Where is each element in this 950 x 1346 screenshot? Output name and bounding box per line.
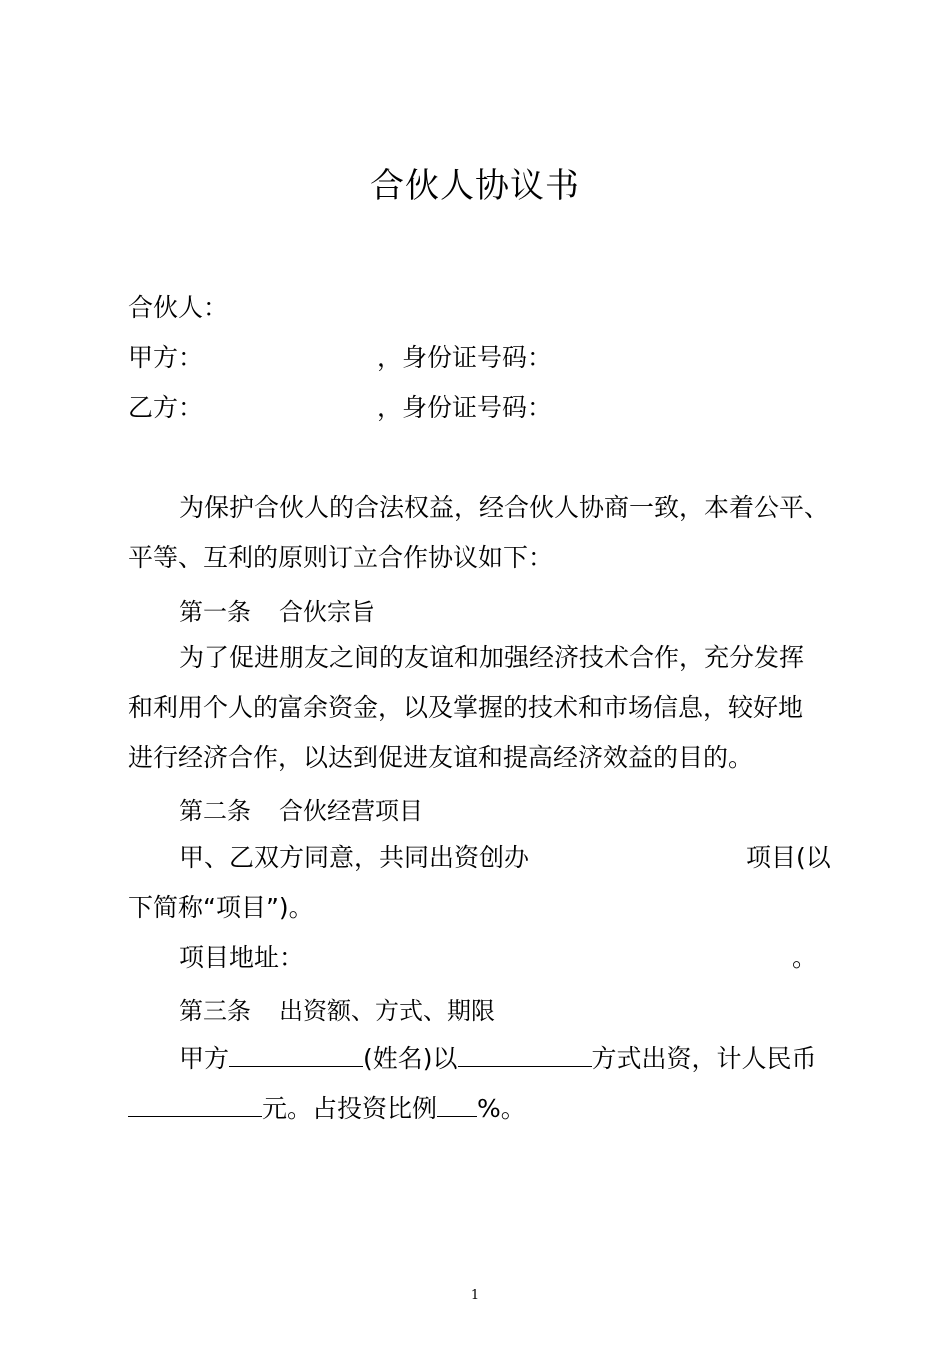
article-3-heading: [179, 996, 495, 1026]
article-title: 合伙宗旨: [279, 598, 375, 626]
article-2-line-end: 项目(以: [746, 843, 831, 872]
article-2-heading: [179, 796, 423, 826]
article-1-heading: [179, 597, 375, 627]
text-fragment: 甲方: [179, 1044, 230, 1073]
name-blank: [229, 1042, 363, 1067]
ratio-blank: [437, 1092, 477, 1117]
article-number: 第三条: [179, 997, 251, 1025]
party-a-id-label: ，身份证号码：: [377, 343, 553, 372]
page-number: 1: [470, 1288, 480, 1303]
method-blank: [458, 1042, 592, 1067]
intro-paragraph-line: 平等、互利的原则订立合作协议如下：: [128, 543, 554, 572]
amount-blank: [128, 1092, 262, 1117]
article-1-line: 进行经济合作，以达到促进友谊和提高经济效益的目的。: [128, 743, 754, 772]
article-2-line: 下简称“项目”)。: [128, 893, 314, 922]
article-1-line: 为了促进朋友之间的友谊和加强经济技术合作，充分发挥: [179, 643, 805, 672]
article-number: 第一条: [179, 598, 251, 626]
text-fragment: 方式出资，计人民币: [591, 1044, 817, 1073]
party-b-label: 乙方：: [128, 393, 204, 422]
document-title: 合伙人协议书: [370, 166, 580, 206]
project-address-label: 项目地址：: [179, 943, 305, 972]
text-fragment: (姓名)以: [363, 1044, 458, 1073]
article-title: 合伙经营项目: [279, 797, 423, 825]
article-number: 第二条: [179, 797, 251, 825]
partners-label: 合伙人：: [128, 293, 229, 322]
article-3-line: [179, 1042, 817, 1075]
article-title: 出资额、方式、期限: [279, 997, 495, 1025]
article-1-line: 和利用个人的富余资金，以及掌握的技术和市场信息，较好地: [128, 693, 804, 722]
text-fragment: %。: [477, 1094, 526, 1123]
party-a-label: 甲方：: [128, 343, 204, 372]
intro-paragraph-line: 为保护合伙人的合法权益，经合伙人协商一致，本着公平、: [179, 493, 830, 522]
article-3-line: [128, 1092, 526, 1125]
project-address-end: 。: [792, 943, 818, 972]
text-fragment: 元。占投资比例: [262, 1094, 438, 1123]
party-b-id-label: ，身份证号码：: [377, 393, 553, 422]
article-2-line: 甲、乙双方同意，共同出资创办: [179, 843, 530, 872]
